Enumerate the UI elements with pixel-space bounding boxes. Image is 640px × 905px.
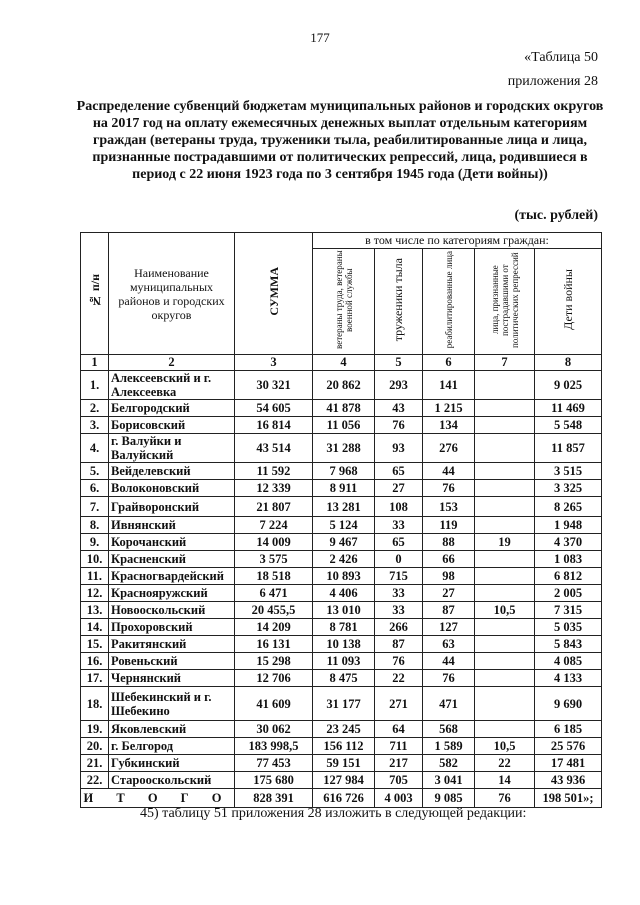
table-row	[81, 738, 602, 755]
row-name: Шебекинский и г. Шебекино	[109, 687, 235, 721]
row-cat5: 17 481	[535, 755, 602, 772]
row-cat5: 1 083	[535, 551, 602, 568]
row-no: 13.	[81, 602, 109, 619]
row-cat3: 27	[423, 585, 475, 602]
row-cat5: 4 085	[535, 653, 602, 670]
row-cat2: 705	[375, 772, 423, 789]
row-sum: 21 807	[235, 497, 313, 517]
row-cat1: 13 281	[313, 497, 375, 517]
document-title: Распределение субвенций бюджетам муниципальных районов и городских округов на 2017 год на оплату ежемесячных денежных выплат отдельным категориям граждан (ветераны труда, труженики тыла, реабилитированные лица и лица, признанные пострадавшими от политических репрессий, лица, родившиеся в период с 22 июня 1923 года по 3 сентября 1945 года (Дети войны))	[76, 99, 604, 182]
row-cat5: 8 265	[535, 497, 602, 517]
row-cat1: 11 056	[313, 417, 375, 434]
row-sum: 6 471	[235, 585, 313, 602]
row-no: 16.	[81, 653, 109, 670]
row-sum: 30 062	[235, 721, 313, 738]
row-cat1: 156 112	[313, 738, 375, 755]
row-no: 1.	[81, 371, 109, 400]
row-cat4: 19	[475, 534, 535, 551]
row-cat2: 87	[375, 636, 423, 653]
row-cat2: 266	[375, 619, 423, 636]
row-cat5: 11 469	[535, 400, 602, 417]
row-cat1: 59 151	[313, 755, 375, 772]
row-cat5: 1 948	[535, 517, 602, 534]
row-sum: 77 453	[235, 755, 313, 772]
row-cat1: 31 177	[313, 687, 375, 721]
table-row	[81, 400, 602, 417]
row-cat2: 271	[375, 687, 423, 721]
total-sum: 828 391	[235, 789, 313, 808]
row-cat2: 715	[375, 568, 423, 585]
row-name: Новооскольский	[109, 602, 235, 619]
row-sum: 16 814	[235, 417, 313, 434]
table-row	[81, 417, 602, 434]
units-label: (тыс. рублей)	[514, 208, 598, 223]
row-cat2: 0	[375, 551, 423, 568]
row-cat3: 87	[423, 602, 475, 619]
row-cat4	[475, 434, 535, 463]
row-cat2: 64	[375, 721, 423, 738]
row-cat3: 76	[423, 670, 475, 687]
row-sum: 7 224	[235, 517, 313, 534]
col-number: 1	[81, 355, 109, 371]
table-row	[81, 568, 602, 585]
row-name: Борисовский	[109, 417, 235, 434]
table-row	[81, 551, 602, 568]
row-cat3: 1 215	[423, 400, 475, 417]
row-cat1: 10 138	[313, 636, 375, 653]
header-cat4: лица, признанные пострадавшими от политических репрессий	[475, 249, 535, 355]
total-cat5: 198 501»;	[535, 789, 602, 808]
total-cat1: 616 726	[313, 789, 375, 808]
row-cat3: 141	[423, 371, 475, 400]
row-cat5: 6 185	[535, 721, 602, 738]
row-cat3: 44	[423, 463, 475, 480]
row-cat4	[475, 480, 535, 497]
row-cat5: 5 035	[535, 619, 602, 636]
row-cat3: 119	[423, 517, 475, 534]
row-no: 19.	[81, 721, 109, 738]
row-cat1: 23 245	[313, 721, 375, 738]
row-cat3: 63	[423, 636, 475, 653]
table-row	[81, 534, 602, 551]
row-cat4: 22	[475, 755, 535, 772]
row-cat4	[475, 417, 535, 434]
row-no: 10.	[81, 551, 109, 568]
row-cat2: 65	[375, 463, 423, 480]
row-sum: 41 609	[235, 687, 313, 721]
row-cat3: 3 041	[423, 772, 475, 789]
table-ref-line2: приложения 28	[507, 74, 598, 89]
row-cat4	[475, 653, 535, 670]
row-name: Яковлевский	[109, 721, 235, 738]
row-cat1: 11 093	[313, 653, 375, 670]
row-sum: 20 455,5	[235, 602, 313, 619]
table-row	[81, 585, 602, 602]
table-row	[81, 517, 602, 534]
table-row	[81, 653, 602, 670]
table-row	[81, 497, 602, 517]
col-number: 3	[235, 355, 313, 371]
header-cat5: Дети войны	[535, 249, 602, 355]
row-cat3: 66	[423, 551, 475, 568]
row-cat4	[475, 670, 535, 687]
row-name: Прохоровский	[109, 619, 235, 636]
header-sum: СУММА	[235, 233, 313, 355]
row-name: Ровеньский	[109, 653, 235, 670]
row-name: г. Валуйки и Валуйский	[109, 434, 235, 463]
row-cat4: 10,5	[475, 738, 535, 755]
header-categories: в том числе по категориям граждан:	[313, 233, 602, 249]
row-no: 17.	[81, 670, 109, 687]
row-cat3: 471	[423, 687, 475, 721]
row-sum: 16 131	[235, 636, 313, 653]
row-cat3: 153	[423, 497, 475, 517]
row-cat3: 98	[423, 568, 475, 585]
table-row	[81, 619, 602, 636]
row-name: Чернянский	[109, 670, 235, 687]
row-cat1: 10 893	[313, 568, 375, 585]
row-cat2: 93	[375, 434, 423, 463]
row-cat5: 11 857	[535, 434, 602, 463]
table-ref-line1: «Таблица 50	[524, 50, 598, 65]
row-name: г. Белгород	[109, 738, 235, 755]
row-cat4: 10,5	[475, 602, 535, 619]
row-no: 11.	[81, 568, 109, 585]
row-no: 21.	[81, 755, 109, 772]
row-no: 12.	[81, 585, 109, 602]
total-cat2: 4 003	[375, 789, 423, 808]
col-number: 6	[423, 355, 475, 371]
row-cat4	[475, 463, 535, 480]
row-cat3: 44	[423, 653, 475, 670]
row-cat2: 217	[375, 755, 423, 772]
row-cat1: 20 862	[313, 371, 375, 400]
footer-text: 45) таблицу 51 приложения 28 изложить в следующей редакции:	[140, 806, 527, 821]
row-no: 18.	[81, 687, 109, 721]
row-sum: 43 514	[235, 434, 313, 463]
total-label: И Т О Г О	[81, 789, 235, 808]
row-cat4	[475, 721, 535, 738]
col-number: 7	[475, 355, 535, 371]
header-cat2: труженики тыла	[375, 249, 423, 355]
row-name: Красногвардейский	[109, 568, 235, 585]
row-sum: 12 706	[235, 670, 313, 687]
row-name: Губкинский	[109, 755, 235, 772]
row-name: Красненский	[109, 551, 235, 568]
row-cat4	[475, 400, 535, 417]
row-cat3: 76	[423, 480, 475, 497]
header-cat3: реабилитированные лица	[423, 249, 475, 355]
header-no: № п/н	[81, 233, 109, 355]
row-cat5: 25 576	[535, 738, 602, 755]
row-cat1: 2 426	[313, 551, 375, 568]
row-cat4	[475, 551, 535, 568]
row-cat2: 43	[375, 400, 423, 417]
row-cat1: 8 781	[313, 619, 375, 636]
row-cat1: 5 124	[313, 517, 375, 534]
col-number: 2	[109, 355, 235, 371]
row-cat2: 22	[375, 670, 423, 687]
row-cat5: 43 936	[535, 772, 602, 789]
row-name: Белгородский	[109, 400, 235, 417]
row-cat5: 3 515	[535, 463, 602, 480]
table-row	[81, 602, 602, 619]
row-name: Алексеевский и г. Алексеевка	[109, 371, 235, 400]
row-cat4	[475, 619, 535, 636]
page-number: 177	[310, 30, 330, 45]
table-row	[81, 636, 602, 653]
row-name: Волоконовский	[109, 480, 235, 497]
row-no: 14.	[81, 619, 109, 636]
row-no: 9.	[81, 534, 109, 551]
total-cat4: 76	[475, 789, 535, 808]
row-cat4	[475, 371, 535, 400]
row-name: Корочанский	[109, 534, 235, 551]
row-no: 7.	[81, 497, 109, 517]
header-name: Наименование муниципальных районов и городских округов	[109, 233, 235, 355]
row-sum: 14 209	[235, 619, 313, 636]
row-no: 4.	[81, 434, 109, 463]
row-cat1: 31 288	[313, 434, 375, 463]
row-name: Грайворонский	[109, 497, 235, 517]
row-no: 20.	[81, 738, 109, 755]
row-cat2: 108	[375, 497, 423, 517]
row-cat5: 5 548	[535, 417, 602, 434]
row-cat4	[475, 687, 535, 721]
row-cat2: 33	[375, 585, 423, 602]
table-row	[81, 670, 602, 687]
row-cat4	[475, 568, 535, 585]
row-cat2: 711	[375, 738, 423, 755]
row-cat2: 76	[375, 417, 423, 434]
row-cat2: 76	[375, 653, 423, 670]
row-no: 5.	[81, 463, 109, 480]
subsidy-table	[80, 232, 602, 808]
row-cat3: 582	[423, 755, 475, 772]
row-name: Старооскольский	[109, 772, 235, 789]
row-cat2: 33	[375, 602, 423, 619]
col-number: 8	[535, 355, 602, 371]
row-no: 3.	[81, 417, 109, 434]
row-cat1: 13 010	[313, 602, 375, 619]
row-cat4	[475, 585, 535, 602]
col-number: 4	[313, 355, 375, 371]
table-row	[81, 434, 602, 463]
table-row	[81, 772, 602, 789]
row-cat4	[475, 497, 535, 517]
row-cat5: 4 133	[535, 670, 602, 687]
row-cat2: 293	[375, 371, 423, 400]
row-no: 2.	[81, 400, 109, 417]
row-sum: 175 680	[235, 772, 313, 789]
header-cat1: ветераны труда, ветераны военной службы	[313, 249, 375, 355]
row-cat1: 8 911	[313, 480, 375, 497]
row-cat1: 127 984	[313, 772, 375, 789]
row-cat4	[475, 517, 535, 534]
row-no: 8.	[81, 517, 109, 534]
row-cat2: 33	[375, 517, 423, 534]
total-cat3: 9 085	[423, 789, 475, 808]
row-sum: 14 009	[235, 534, 313, 551]
row-cat3: 276	[423, 434, 475, 463]
row-sum: 12 339	[235, 480, 313, 497]
row-name: Ивнянский	[109, 517, 235, 534]
row-cat1: 8 475	[313, 670, 375, 687]
table-row	[81, 721, 602, 738]
row-name: Вейделевский	[109, 463, 235, 480]
table-row	[81, 480, 602, 497]
row-sum: 18 518	[235, 568, 313, 585]
row-cat1: 9 467	[313, 534, 375, 551]
table-row	[81, 371, 602, 400]
row-cat5: 4 370	[535, 534, 602, 551]
row-name: Краснояружский	[109, 585, 235, 602]
row-sum: 3 575	[235, 551, 313, 568]
row-cat5: 7 315	[535, 602, 602, 619]
row-cat1: 7 968	[313, 463, 375, 480]
row-sum: 30 321	[235, 371, 313, 400]
row-cat2: 27	[375, 480, 423, 497]
row-no: 22.	[81, 772, 109, 789]
row-sum: 11 592	[235, 463, 313, 480]
row-cat1: 4 406	[313, 585, 375, 602]
row-cat3: 1 589	[423, 738, 475, 755]
row-cat3: 568	[423, 721, 475, 738]
row-cat5: 5 843	[535, 636, 602, 653]
row-no: 6.	[81, 480, 109, 497]
table-row	[81, 755, 602, 772]
row-no: 15.	[81, 636, 109, 653]
row-cat3: 134	[423, 417, 475, 434]
total-row	[81, 789, 602, 808]
row-sum: 15 298	[235, 653, 313, 670]
column-numbers-row	[81, 355, 602, 371]
row-sum: 183 998,5	[235, 738, 313, 755]
row-cat5: 6 812	[535, 568, 602, 585]
row-cat5: 9 690	[535, 687, 602, 721]
row-cat3: 88	[423, 534, 475, 551]
row-cat5: 3 325	[535, 480, 602, 497]
row-cat1: 41 878	[313, 400, 375, 417]
row-cat4	[475, 636, 535, 653]
row-sum: 54 605	[235, 400, 313, 417]
col-number: 5	[375, 355, 423, 371]
row-cat4: 14	[475, 772, 535, 789]
row-cat2: 65	[375, 534, 423, 551]
row-cat5: 9 025	[535, 371, 602, 400]
table-row	[81, 463, 602, 480]
row-cat3: 127	[423, 619, 475, 636]
row-cat5: 2 005	[535, 585, 602, 602]
row-name: Ракитянский	[109, 636, 235, 653]
table-row	[81, 687, 602, 721]
